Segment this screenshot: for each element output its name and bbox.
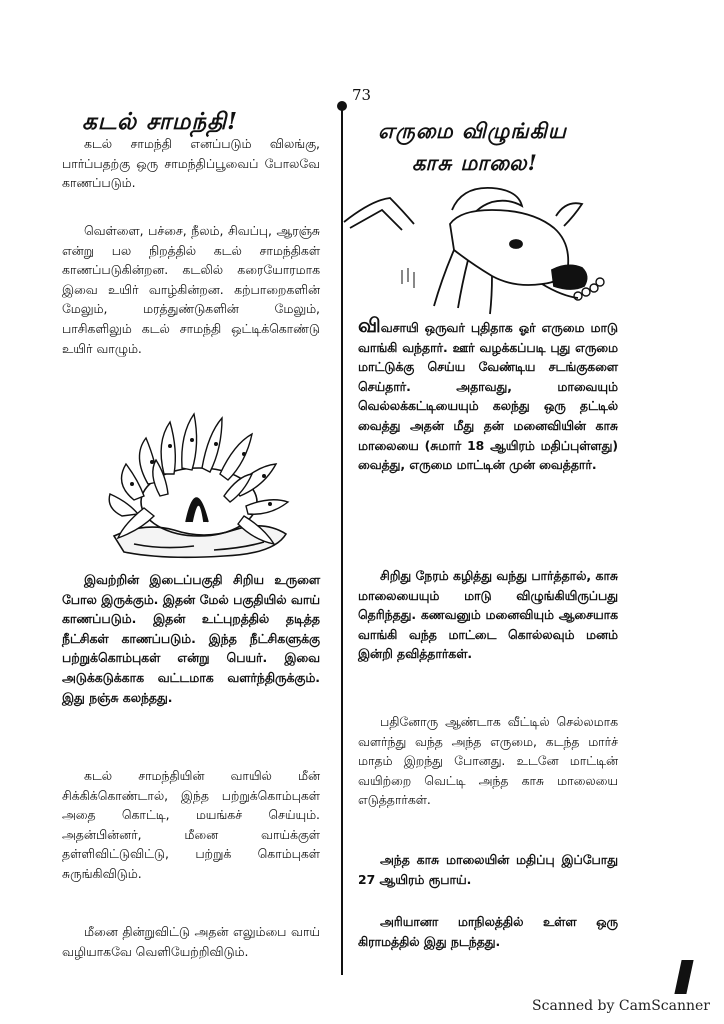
right-paragraph-1-body: வசாயி ஒருவர் புதிதாக ஓர் எருமை மாடு வாங்கி வந்தார். ஊர் வழக்கப்படி புது எருமை மாட்டுக்கு செய்ய வேண்டிய சடங்குகளை செய்தார். அதாவது, மாவையும் வெல்லக்கட்டியையும் கலந்து ஒரு தட்டில் வைத்து அதன் மீது தன் மனைவியின் காசு மாலையை (சுமார் 18 ஆயிரம் மதிப்புள்ளது) வைத்து, எருமை மாட்டின் முன் வைத்தார். — [358, 320, 618, 473]
dropcap: வி — [358, 313, 381, 337]
left-intro-text: கடல் சாமந்தி எனப்படும் விலங்கு, பார்ப்பதற்கு ஒரு சாமந்திப்பூவைப் போலவே காணப்படும். — [62, 136, 320, 191]
left-paragraph-4-text: மீனை தின்றுவிட்டு அதன் எலும்பை வாய் வழியாகவே வெளியேற்றிவிடும். — [62, 924, 320, 959]
right-article-title-line-2: காசு மாலை! — [412, 150, 538, 175]
right-article-title-line-1: எருமை விழுங்கிய — [378, 118, 567, 143]
right-paragraph-5 — [358, 912, 618, 951]
right-paragraph-1 — [358, 313, 618, 475]
right-paragraph-3-text: பதினோரு ஆண்டாக வீட்டில் செல்லமாக வளர்ந்து வந்த அந்த எருமை, கடந்த மார்ச் மாதம் இறந்து போனது. உடனே மாட்டின் வயிற்றை வெட்டி அந்த காசு மாலையை எடுத்தார்கள். — [358, 714, 618, 808]
left-paragraph-3 — [62, 766, 320, 884]
left-paragraph-1-text: வெள்ளை, பச்சை, நீலம், சிவப்பு, ஆரஞ்சு என்று பல நிறத்தில் கடல் சாமந்திகள் காணப்படுகின்றன. கடலில் கரையோரமாக இவை உயிர் வாழ்கின்றன. கற்பாறைகளின் மேலும், மரத்துண்டுகளின் மேலும், பாசிகளிலும் கடல் சாமந்தி ஒட்டிக்கொண்டு உயிர் வாழும். — [62, 223, 320, 356]
right-paragraph-1-text — [358, 313, 618, 475]
right-paragraph-5-text: அரியானா மாநிலத்தில் உள்ள ஒரு கிராமத்தில் இது நடந்தது. — [358, 914, 618, 949]
scan-smudge — [674, 960, 693, 994]
left-paragraph-4 — [62, 922, 320, 961]
buffalo-illustration — [342, 180, 612, 320]
left-paragraph-1 — [62, 221, 320, 358]
right-paragraph-4-text: அந்த காசு மாலையின் மதிப்பு இப்போது 27 ஆயிரம் ரூபாய். — [358, 852, 618, 887]
left-paragraph-3-text: கடல் சாமந்தியின் வாயில் மீன் சிக்கிக்கொண்டால், இந்த பற்றுக்கொம்புகள் அதை கொட்டி, மயங்கச் செய்யும். அதன்பின்னர், மீனை வாய்க்குள் தள்ளிவிட்டுவிட்டு, பற்றுக் கொம்புகள் சுருங்கிவிடும். — [62, 768, 320, 881]
right-paragraph-2 — [358, 566, 618, 664]
left-paragraph-2 — [62, 570, 320, 707]
right-paragraph-2-text: சிறிது நேரம் கழித்து வந்து பார்த்தால், காசு மாலையையும் மாடு விழுங்கியிருப்பது தெரிந்தது. கணவனும் மனைவியும் ஆசையாக வாங்கி வந்த மாட்டை கொல்லவும் மனம் இன்றி தவித்தார்கள். — [358, 568, 618, 662]
scan-credit: Scanned by CamScanner — [532, 998, 710, 1014]
right-paragraph-3 — [358, 712, 618, 810]
page-number: 73 — [352, 86, 372, 104]
sea-anemone-illustration — [104, 404, 294, 564]
right-paragraph-4 — [358, 850, 618, 889]
left-intro-paragraph — [62, 134, 320, 193]
left-article-title: கடல் சாமந்தி! — [82, 108, 239, 135]
left-paragraph-2-text: இவற்றின் இடைப்பகுதி சிறிய உருளை போல இருக்கும். இதன் மேல் பகுதியில் வாய் காணப்படும். இதன் உட்புறத்தில் தடித்த நீட்சிகள் காணப்படும். இந்த நீட்சிகளுக்கு பற்றுக்கொம்புகள் என்று பெயர். இவை அடுக்கடுக்காக வட்டமாக வளர்ந்திருக்கும். இது நஞ்சு கலந்தது. — [62, 572, 320, 705]
